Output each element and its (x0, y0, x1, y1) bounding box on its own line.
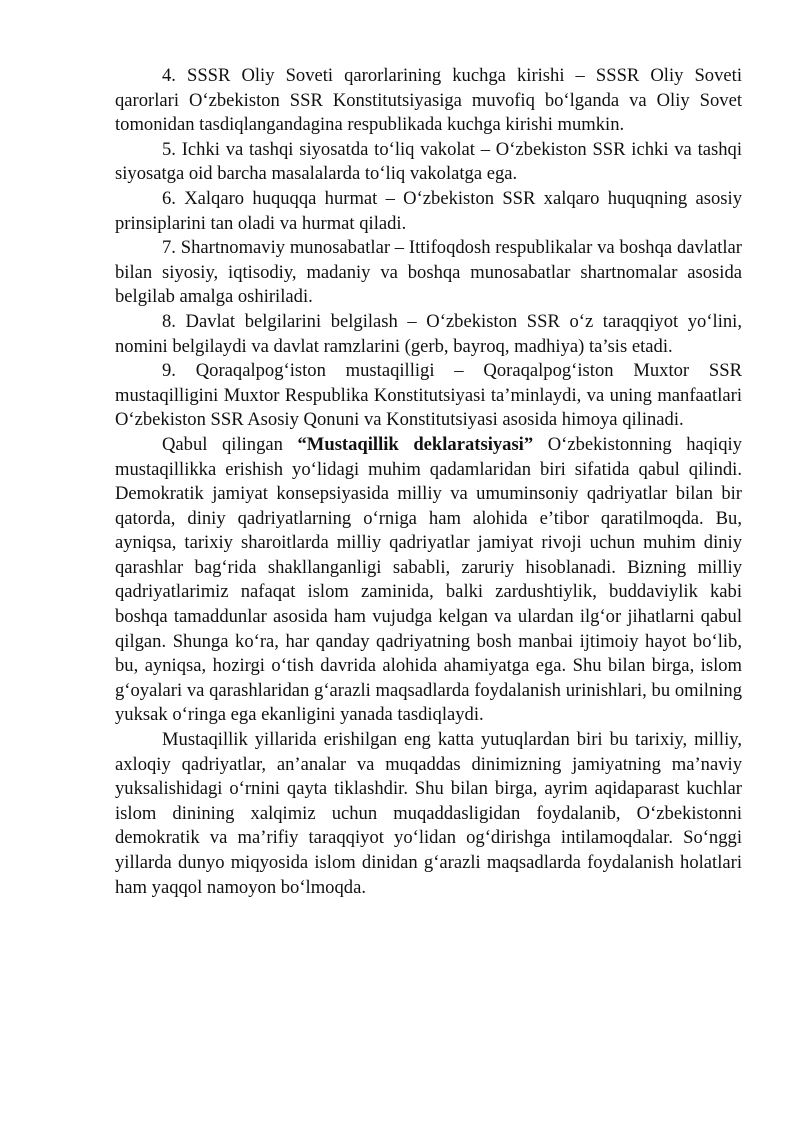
paragraph-declaration (115, 433, 742, 728)
paragraph-item-6: 6. Xalqaro huquqqa hurmat – O‘zbekiston SSR xalqaro huquqning asosiy prinsiplarini tan oladi va hurmat qiladi. (115, 187, 742, 234)
paragraph-independence-years: Mustaqillik yillarida erishilgan eng katta yutuqlardan biri bu tarixiy, milliy, axloqiy qadriyatlar, an’analar va muqaddas dinimizning jamiyatning ma’naviy yuksalishidagi o‘rnini qayta tiklashdir. Shu bilan birga, ayrim aqidaparast kuchlar islom dinining xalqimiz uchun muqaddasligidan foydalanib, O‘zbekistonni demokratik va ma’rifiy taraqqiyot yo‘lidan og‘dirishga intilamoqdalar. So‘nggi yillarda dunyo miqyosida islom dinidan g‘arazli maqsadlarda foydalanish holatlari ham yaqqol namoyon bo‘lmoqda. (115, 729, 742, 898)
paragraph-item-8: 8. Davlat belgilarini belgilash – O‘zbekiston SSR o‘z taraqqiyot yo‘lini, nomini belgilaydi va davlat ramzlarini (gerb, bayroq, madhiya) ta’sis etadi. (115, 310, 742, 357)
document-page (115, 64, 742, 900)
declaration-body: O‘zbekistonning haqiqiy mustaqillikka erishish yo‘lidagi muhim qadamlaridan biri sifatida qabul qilindi. Demokratik jamiyat konsepsiyasida milliy va umuminsoniy qadriyatlar bilan bir qatorda, diniy qadriyatlarning o‘rniga ham alohida e’tibor qaratilmoqda. Bu, ayniqsa, tarixiy sharoitlarda milliy qadriyatlar jamiyat rivoji uchun muhim diniy qarashlar bag‘rida shakllanganligi sababli, zaruriy hisoblanadi. Bizning milliy qadriyatlarimiz nafaqat islom zaminida, balki zardushtiylik, buddaviylik kabi boshqa tamaddunlar asosida ham vujudga kelgan va ulardan ilg‘or jihatlarni qabul qilgan. Shunga ko‘ra, har qanday qadriyatning bosh manbai ijtimoiy hayot bo‘lib, bu, ayniqsa, hozirgi o‘tish davrida alohida ahamiyatga ega. Shu bilan birga, islom g‘oyalari va qarashlaridan g‘arazli maqsadlarda foydalanish urinishlari, bu omilning yuksak o‘ringa ega ekanligini yanada tasdiqlaydi. (115, 433, 742, 726)
declaration-prefix: Qabul qilingan (162, 433, 298, 455)
declaration-title: “Mustaqillik deklaratsiyasi” (297, 433, 534, 455)
paragraph-item-9: 9. Qoraqalpog‘iston mustaqilligi – Qoraqalpog‘iston Muxtor SSR mustaqilligini Muxtor Respublika Konstitutsiyasi ta’minlaydi, va uning manfaatlari O‘zbekiston SSR Asosiy Qonuni va Konstitutsiyasi asosida himoya qilinadi. (115, 360, 742, 431)
paragraph-item-7: 7. Shartnomaviy munosabatlar – Ittifoqdosh respublikalar va boshqa davlatlar bilan siyosiy, iqtisodiy, madaniy va boshqa munosabatlar shartnomalar asosida belgilab amalga oshiriladi. (115, 237, 742, 308)
paragraph-item-5: 5. Ichki va tashqi siyosatda to‘liq vakolat – O‘zbekiston SSR ichki va tashqi siyosatga oid barcha masalalarda to‘liq vakolatga ega. (115, 138, 742, 185)
paragraph-item-4: 4. SSSR Oliy Soveti qarorlarining kuchga kirishi – SSSR Oliy Soveti qarorlari O‘zbekiston SSR Konstitutsiyasiga muvofiq bo‘lganda va Oliy Sovet tomonidan tasdiqlangandagina respublikada kuchga kirishi mumkin. (115, 65, 742, 136)
